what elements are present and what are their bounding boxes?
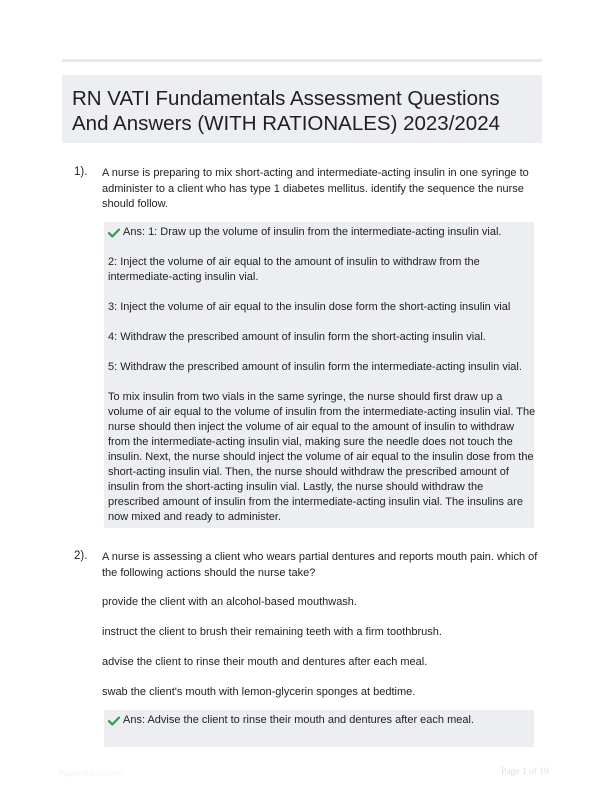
question-2-line-1: A nurse is assessing a client who wears partial dentures and reports mouth pain. which of — [102, 551, 538, 563]
check-icon — [108, 716, 120, 726]
document-title — [62, 75, 542, 143]
question-2-option-3: advise the client to rinse their mouth and dentures after each meal. — [102, 656, 428, 668]
question-1-line-2: administer to a client who has type 1 diabetes mellitus. identify the sequence the nurse — [102, 182, 524, 195]
title-line-2: And Answers (WITH RATIONALES) 2023/2024 — [72, 112, 501, 135]
question-2-line-2: the following actions should the nurse take? — [102, 566, 316, 579]
answer-1-rationale: To mix insulin from two vials in the same syringe, the nurse should first draw up a volume of air equal to the volume of insulin from the intermediate-acting insulin vial. The nurse should then inject the volume of air equal to the amount of insulin to withdraw from the intermediate-acting insulin vial, making sure the needle does not touch the insulin. Next, the nurse should inject the volume of air equal to the insulin dose from the short-acting insulin vial. Then, the nurse should withdraw the prescribed amount of insulin from the short-acting insulin vial. Lastly, the nurse should withdraw the prescribed amount of insulin from the intermediate-acting insulin vial. The insulins are now mixed and ready to administer. — [108, 391, 536, 523]
question-1-text — [102, 166, 542, 213]
question-1-answer — [104, 222, 534, 528]
question-2-option-2: instruct the client to brush their remaining teeth with a firm toothbrush. — [102, 626, 442, 638]
top-divider — [62, 59, 542, 62]
answer-step-5: 5: Withdraw the prescribed amount of insulin form the intermediate-acting insulin vial. — [108, 361, 522, 373]
question-1-line-1: A nurse is preparing to mix short-acting and intermediate-acting insulin in one syringe to — [102, 167, 529, 179]
question-1-answer-first-line — [108, 225, 501, 240]
answer-step-2-line-1: 2: Inject the volume of air equal to the amount of insulin to withdraw from the — [108, 256, 480, 268]
question-2-answer — [104, 710, 534, 747]
answer-2-text: Ans: Advise the client to rinse their mouth and dentures after each meal. — [123, 714, 474, 726]
answer-step-4: 4: Withdraw the prescribed amount of insulin form the short-acting insulin vial. — [108, 331, 486, 343]
question-2-number: 2). — [74, 550, 88, 562]
question-1-number: 1). — [74, 166, 88, 178]
question-2-option-1: provide the client with an alcohol-based mouthwash. — [102, 596, 357, 608]
question-2-text — [102, 550, 542, 581]
check-icon — [108, 228, 120, 238]
question-2-option-4: swab the client's mouth with lemon-glycerin sponges at bedtime. — [102, 686, 416, 698]
footer-site-watermark: Paperstiboi.com — [58, 768, 123, 778]
question-2-answer-first-line — [108, 713, 474, 728]
footer-page-number: Page 1 of 19 — [501, 767, 549, 777]
answer-step-3: 3: Inject the volume of air equal to the insulin dose form the short-acting insulin vial — [108, 301, 511, 313]
title-line-1: RN VATI Fundamentals Assessment Questions — [72, 87, 500, 110]
answer-1-text: Ans: 1: Draw up the volume of insulin from the intermediate-acting insulin vial. — [123, 226, 502, 238]
answer-step-2 — [108, 255, 480, 285]
question-1-line-3: should follow. — [102, 198, 169, 210]
answer-step-2-line-2: intermediate-acting insulin vial. — [108, 271, 259, 283]
